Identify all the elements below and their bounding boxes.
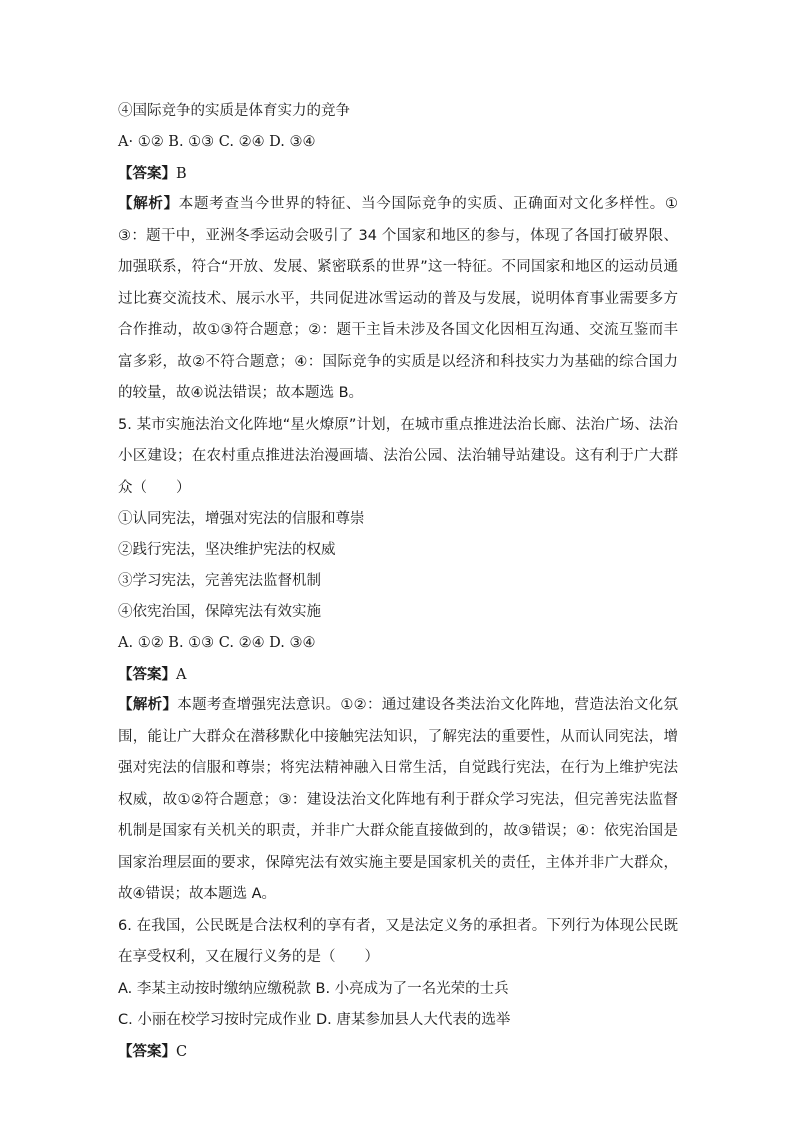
q6-stem: 6. 在我国，公民既是合法权利的享有者，又是法定义务的承担者。下列行为体现公民既在享受权利，又在履行义务的是（ ） [118, 917, 678, 965]
q4-answer [118, 158, 678, 189]
q5-answer [118, 659, 678, 690]
answer-value: C [176, 1043, 188, 1060]
q5-option-4: ④依宪治国，保障宪法有效实施 [118, 604, 321, 620]
answer-tag: 【答案】 [118, 1042, 176, 1060]
analysis-text: 本题考查当今世界的特征、当今国际竞争的实质、正确面对文化多样性。①③：题干中，亚洲冬季运动会吸引了 34 个国家和地区的参与，体现了各国打破界限、加强联系，符合“开放、发展、紧密联系的世界”这一特征。不同国家和地区的运动员通过比赛交流技术、展示水平，共同促进冰雪运动的普及与发展，说明体育事业需要多方合作推动，故①③符合题意；②：题干主旨未涉及各国文化因相互沟通、交流互鉴而丰富多彩，故②不符合题意；④：国际竞争的实质是以经济和科技实力为基础的综合国力的较量，故④说法错误；故本题选 B。 [118, 196, 678, 401]
q5-option-2: ②践行宪法，坚决维护宪法的权威 [118, 542, 336, 558]
q6-choices-cd: C. 小丽在校学习按时完成作业 D. 唐某参加县人大代表的选举 [118, 1011, 511, 1028]
q5-analysis [118, 690, 678, 911]
analysis-tag: 【解析】 [118, 196, 179, 212]
q4-choices: A· ①② B. ①③ C. ②④ D. ③④ [118, 134, 316, 150]
analysis-text: 本题考查增强宪法意识。①②：通过建设各类法治文化阵地，营造法治文化氛围，能让广大群众在潜移默化中接触宪法知识，了解宪法的重要性，从而认同宪法，增强对宪法的信服和尊崇；将宪法精神融入日常生活，自觉践行宪法，在行为上维护宪法权威，故①②符合题意；③：建设法治文化阵地有利于群众学习宪法，但完善宪法监督机制是国家有关机关的职责，并非广大群众能直接做到的，故③错误；④：依宪治国是国家治理层面的要求，保障宪法有效实施主要是国家机关的责任，主体并非广大群众，故④错误；故本题选 A。 [118, 697, 678, 902]
answer-tag: 【答案】 [118, 165, 176, 182]
q5-option-3: ③学习宪法，完善宪法监督机制 [118, 573, 321, 589]
document-content [118, 96, 678, 1067]
q6-choices-ab: A. 李某主动按时缴纳应缴税款 B. 小亮成为了一名光荣的士兵 [118, 980, 509, 997]
analysis-tag: 【解析】 [118, 697, 178, 713]
q5-stem: 5. 某市实施法治文化阵地“星火燎原”计划，在城市重点推进法治长廊、法治广场、法治小区建设；在农村重点推进法治漫画墙、法治公园、法治辅导站建设。这有利于广大群众（ ） [118, 416, 678, 496]
q5-option-1: ①认同宪法，增强对宪法的信服和尊崇 [118, 511, 365, 527]
answer-value: A [176, 667, 187, 683]
answer-value: B [176, 166, 187, 182]
q4-analysis [118, 189, 678, 410]
answer-tag: 【答案】 [118, 666, 176, 683]
q5-choices: A. ①② B. ①③ C. ②④ D. ③④ [118, 635, 316, 651]
q4-option-4: ④国际竞争的实质是体育实力的竞争 [118, 103, 350, 119]
q6-answer [118, 1036, 678, 1067]
